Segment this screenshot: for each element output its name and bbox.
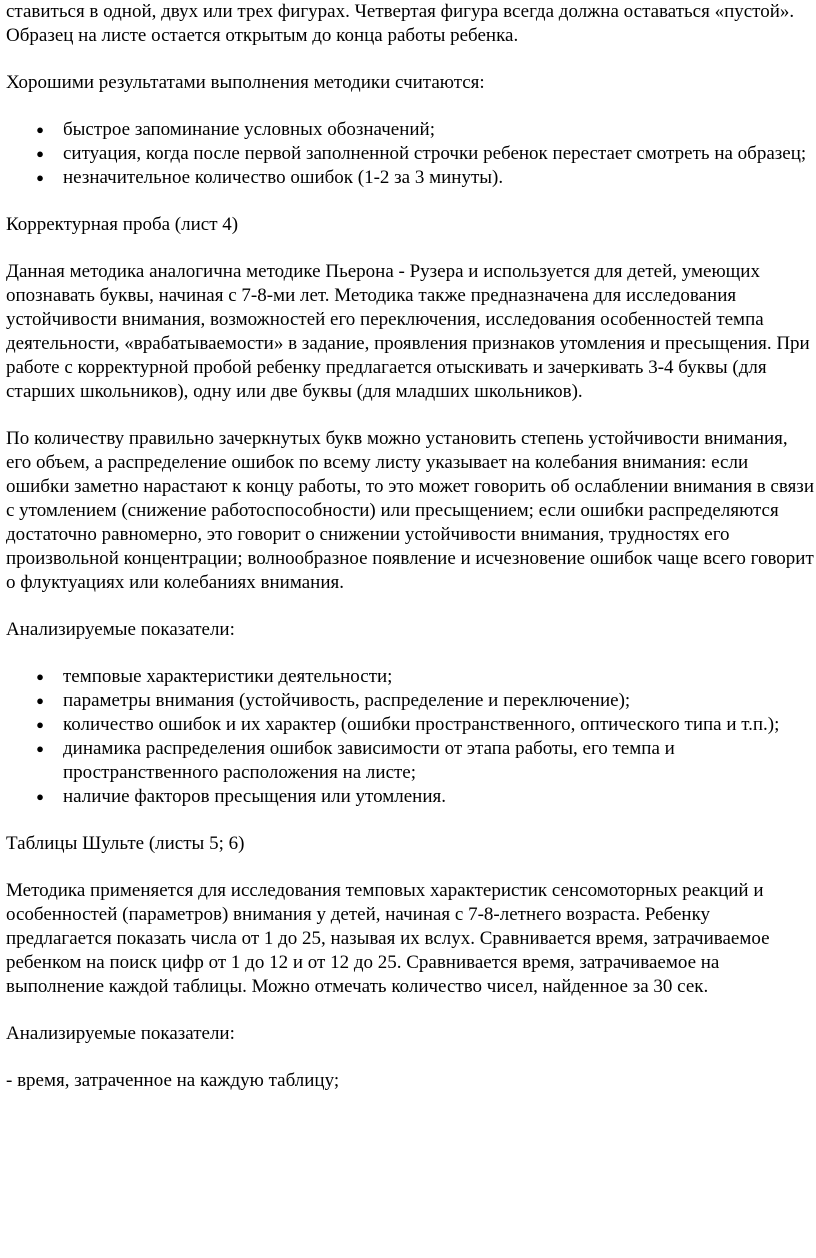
bullet-icon: ● bbox=[36, 669, 44, 684]
list-item: ● количество ошибок и их характер (ошибки пространственного, оптического типа и т.п.); bbox=[6, 713, 814, 737]
document-page bbox=[6, 0, 814, 1116]
list-item: ● темповые характеристики деятельности; bbox=[6, 665, 814, 689]
paragraph-schulte-description: Методика применяется для исследования темповых характеристик сенсомоторных реакций и особенностей (параметров) внимания у детей, начиная с 7-8-летнего возраста. Ребенку предлагается показать числа от 1 до 25, называя их вслух. Сравнивается время, затрачиваемое ребенком на поиск цифр от 1 до 12 и от 12 до 25. Сравнивается время, затрачиваемое на выполнение каждой таблицы. Можно отмечать количество чисел, найденное за 30 сек. bbox=[6, 880, 770, 997]
list-item: ● быстрое запоминание условных обозначений; bbox=[6, 118, 814, 142]
bullet-icon: ● bbox=[36, 741, 44, 756]
paragraph-intro: ставиться в одной, двух или трех фигурах. Четвертая фигура всегда должна оставаться «пустой». Образец на листе остается открытым до конца работы ребенка. bbox=[6, 1, 795, 46]
bullet-icon: ● bbox=[36, 693, 44, 708]
paragraph-time-per-table: - время, затраченное на каждую таблицу; bbox=[6, 1070, 340, 1091]
list-item: ● незначительное количество ошибок (1-2 за 3 минуты). bbox=[6, 166, 814, 190]
section-heading-proofreading-test: Корректурная проба (лист 4) bbox=[6, 214, 239, 235]
paragraph-proofreading-description: Данная методика аналогична методике Пьерона - Рузера и используется для детей, умеющих опознавать буквы, начиная с 7-8-ми лет. Методика также предназначена для исследования устойчивости внимания, возможностей его переключения, исследования особенностей темпа деятельности, «врабатываемости» в задание, проявления признаков утомления и пресыщения. При работе с корректурной пробой ребенку предлагается отыскивать и зачеркивать 3-4 буквы (для старших школьников), одну или две буквы (для младших школьников). bbox=[6, 261, 810, 402]
paragraph-good-results-heading: Хорошими результатами выполнения методики считаются: bbox=[6, 72, 485, 93]
paragraph-proofreading-errors: По количеству правильно зачеркнутых букв можно установить степень устойчивости внимания, его объем, а распределение ошибок по всему листу указывает на колебания внимания: если ошибки заметно нарастают к концу работы, то это может говорить об ослаблении внимания в связи с утомлением (снижение работоспособности) или пресыщением; если ошибки распределяются достаточно равномерно, это говорит о снижении устойчивости внимания, трудностях его произвольной концентрации; волнообразное появление и исчезновение ошибок чаще всего говорит о флуктуациях или колебаниях внимания. bbox=[6, 428, 814, 593]
paragraph-analyzed-indicators-heading: Анализируемые показатели: bbox=[6, 619, 235, 640]
list-item: ● ситуация, когда после первой заполненной строчки ребенок перестает смотреть на образец; bbox=[6, 142, 814, 166]
bullet-icon: ● bbox=[36, 146, 44, 161]
list-item: ● динамика распределения ошибок зависимости от этапа работы, его темпа и пространственного расположения на листе; bbox=[6, 737, 814, 785]
analyzed-indicators-list bbox=[6, 665, 814, 809]
bullet-icon: ● bbox=[36, 122, 44, 137]
paragraph-analyzed-indicators-heading-2: Анализируемые показатели: bbox=[6, 1023, 235, 1044]
section-heading-schulte-tables: Таблицы Шульте (листы 5; 6) bbox=[6, 833, 245, 854]
list-item: ● наличие факторов пресыщения или утомления. bbox=[6, 785, 814, 809]
good-results-list bbox=[6, 118, 814, 190]
bullet-icon: ● bbox=[36, 717, 44, 732]
list-item: ● параметры внимания (устойчивость, распределение и переключение); bbox=[6, 689, 814, 713]
bullet-icon: ● bbox=[36, 789, 44, 804]
bullet-icon: ● bbox=[36, 170, 44, 185]
